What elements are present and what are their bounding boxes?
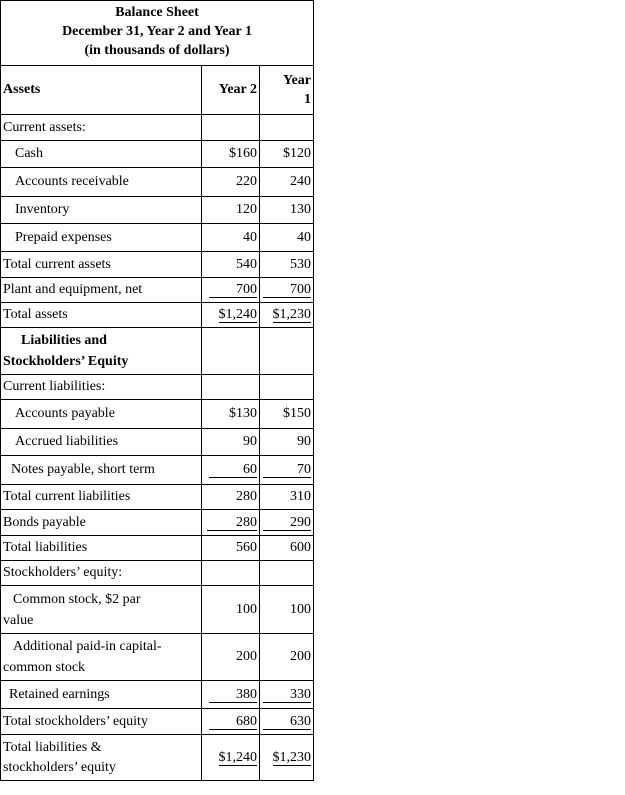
- table-row: [1, 510, 314, 536]
- row-year1: [260, 115, 314, 141]
- row-label: Bonds payable: [1, 510, 202, 536]
- row-year2-value: 700: [209, 282, 257, 298]
- row-year2: 90: [202, 429, 260, 456]
- table-row: [1, 456, 314, 485]
- row-year2: 540: [202, 252, 260, 278]
- row-label-line-1: Additional paid-in capital-: [13, 639, 162, 654]
- table-row: [1, 485, 314, 510]
- row-year1: [260, 328, 314, 375]
- table-row: [1, 141, 314, 168]
- row-label-line-2: value: [3, 612, 34, 628]
- row-year1: [260, 681, 314, 709]
- row-label: Total current liabilities: [1, 485, 202, 510]
- table-row: [1, 561, 314, 586]
- row-label-line-2: stockholders’ equity: [3, 759, 116, 775]
- table-row: [1, 709, 314, 735]
- row-year2: [202, 681, 260, 709]
- row-year2: 100: [202, 586, 260, 634]
- row-year2-value: $1,240: [218, 749, 257, 765]
- row-label: Stockholders’ equity:: [1, 561, 202, 586]
- row-label: Total assets: [1, 303, 202, 328]
- row-year2: [202, 328, 260, 375]
- section-heading-row: [1, 328, 314, 375]
- title-line-2: December 31, Year 2 and Year 1: [62, 24, 252, 39]
- row-year1-value: $1,230: [272, 749, 312, 765]
- row-year2: [202, 303, 260, 328]
- table-row: [1, 400, 314, 429]
- section-heading-liabilities: [1, 328, 202, 375]
- table-row: [1, 735, 314, 781]
- row-year1: 530: [260, 252, 314, 278]
- row-year2: [202, 115, 260, 141]
- row-year2: 220: [202, 168, 260, 197]
- row-year1: $120: [260, 141, 314, 168]
- row-label: Total liabilities: [1, 536, 202, 561]
- row-label: [1, 735, 202, 781]
- row-year2-value: $1,240: [218, 307, 257, 322]
- row-label: Accrued liabilities: [1, 429, 202, 456]
- row-label: Accounts payable: [1, 400, 202, 429]
- table-row: [1, 634, 314, 681]
- table-row: [1, 429, 314, 456]
- row-label: Accounts receivable: [1, 168, 202, 197]
- row-year1: 130: [260, 197, 314, 224]
- row-year1-value: 700: [263, 282, 311, 298]
- row-year2: [202, 561, 260, 586]
- row-year1: 600: [260, 536, 314, 561]
- row-label-line-2: common stock: [3, 660, 86, 675]
- row-year2-value: 680: [209, 714, 257, 730]
- row-year1: $150: [260, 400, 314, 429]
- table-row: [1, 197, 314, 224]
- row-year2: $160: [202, 141, 260, 168]
- row-year1: 310: [260, 485, 314, 510]
- row-year1: [260, 375, 314, 400]
- row-year1: [260, 510, 314, 536]
- row-year2: [202, 735, 260, 781]
- row-year1: [260, 456, 314, 485]
- row-year2: [202, 709, 260, 735]
- row-year1: 90: [260, 429, 314, 456]
- row-year1-value: 70: [263, 462, 311, 478]
- row-label: Notes payable, short term: [1, 456, 202, 485]
- row-year2: 120: [202, 197, 260, 224]
- row-year1: [260, 735, 314, 781]
- row-label: Prepaid expenses: [1, 224, 202, 252]
- table-row: [1, 224, 314, 252]
- row-year1: [260, 709, 314, 735]
- title-line-1: Balance Sheet: [115, 5, 199, 20]
- row-year2: $130: [202, 400, 260, 429]
- header-row: [1, 66, 314, 115]
- table-row: [1, 536, 314, 561]
- header-year1-b: 1: [304, 92, 312, 107]
- title-row: [1, 1, 314, 66]
- table-row: [1, 115, 314, 141]
- row-label: Inventory: [1, 197, 202, 224]
- row-label: [1, 634, 202, 681]
- row-label-line-1: Common stock, $2 par: [13, 591, 141, 607]
- header-year1-a: Year: [283, 73, 312, 88]
- row-year1: [260, 278, 314, 303]
- header-year2: Year 2: [202, 66, 260, 115]
- row-year2-value: 280: [207, 515, 257, 531]
- row-year1-value: $1,230: [272, 307, 312, 322]
- table-row: [1, 252, 314, 278]
- row-label: Current assets:: [1, 115, 202, 141]
- row-year1: 40: [260, 224, 314, 252]
- row-year2: 560: [202, 536, 260, 561]
- row-year2: 280: [202, 485, 260, 510]
- row-year2: 200: [202, 634, 260, 681]
- row-year2: [202, 278, 260, 303]
- row-year1-value: 630: [263, 714, 311, 730]
- table-row: [1, 681, 314, 709]
- row-label-line-1: Total liabilities &: [3, 739, 102, 755]
- section-heading-line-2: Stockholders’ Equity: [3, 354, 129, 369]
- row-label: Cash: [1, 141, 202, 168]
- row-year2: 40: [202, 224, 260, 252]
- row-year1: [260, 561, 314, 586]
- balance-sheet-table: [0, 0, 314, 781]
- row-year1-value: 330: [263, 687, 311, 703]
- table-row: [1, 303, 314, 328]
- row-year2: [202, 510, 260, 536]
- row-year1: 100: [260, 586, 314, 634]
- row-year2-value: 60: [209, 462, 257, 478]
- row-label: [1, 586, 202, 634]
- row-year1: [260, 303, 314, 328]
- header-year1: [260, 66, 314, 115]
- table-row: [1, 586, 314, 634]
- table-row: [1, 375, 314, 400]
- row-year1-value: 290: [263, 515, 311, 531]
- row-year1: 240: [260, 168, 314, 197]
- row-year2: [202, 375, 260, 400]
- row-year1: 200: [260, 634, 314, 681]
- table-row: [1, 278, 314, 303]
- row-label: Total stockholders’ equity: [1, 709, 202, 735]
- table-row: [1, 168, 314, 197]
- section-heading-line-1: Liabilities and: [21, 333, 107, 348]
- row-year2-value: 380: [209, 687, 257, 703]
- row-label: Current liabilities:: [1, 375, 202, 400]
- sheet-title: [1, 1, 314, 66]
- row-label: Retained earnings: [1, 681, 202, 709]
- title-line-3: (in thousands of dollars): [84, 43, 230, 58]
- row-year2: [202, 456, 260, 485]
- header-assets: Assets: [1, 66, 202, 115]
- row-label: Total current assets: [1, 252, 202, 278]
- balance-sheet: [0, 0, 312, 781]
- row-label: Plant and equipment, net: [1, 278, 202, 303]
